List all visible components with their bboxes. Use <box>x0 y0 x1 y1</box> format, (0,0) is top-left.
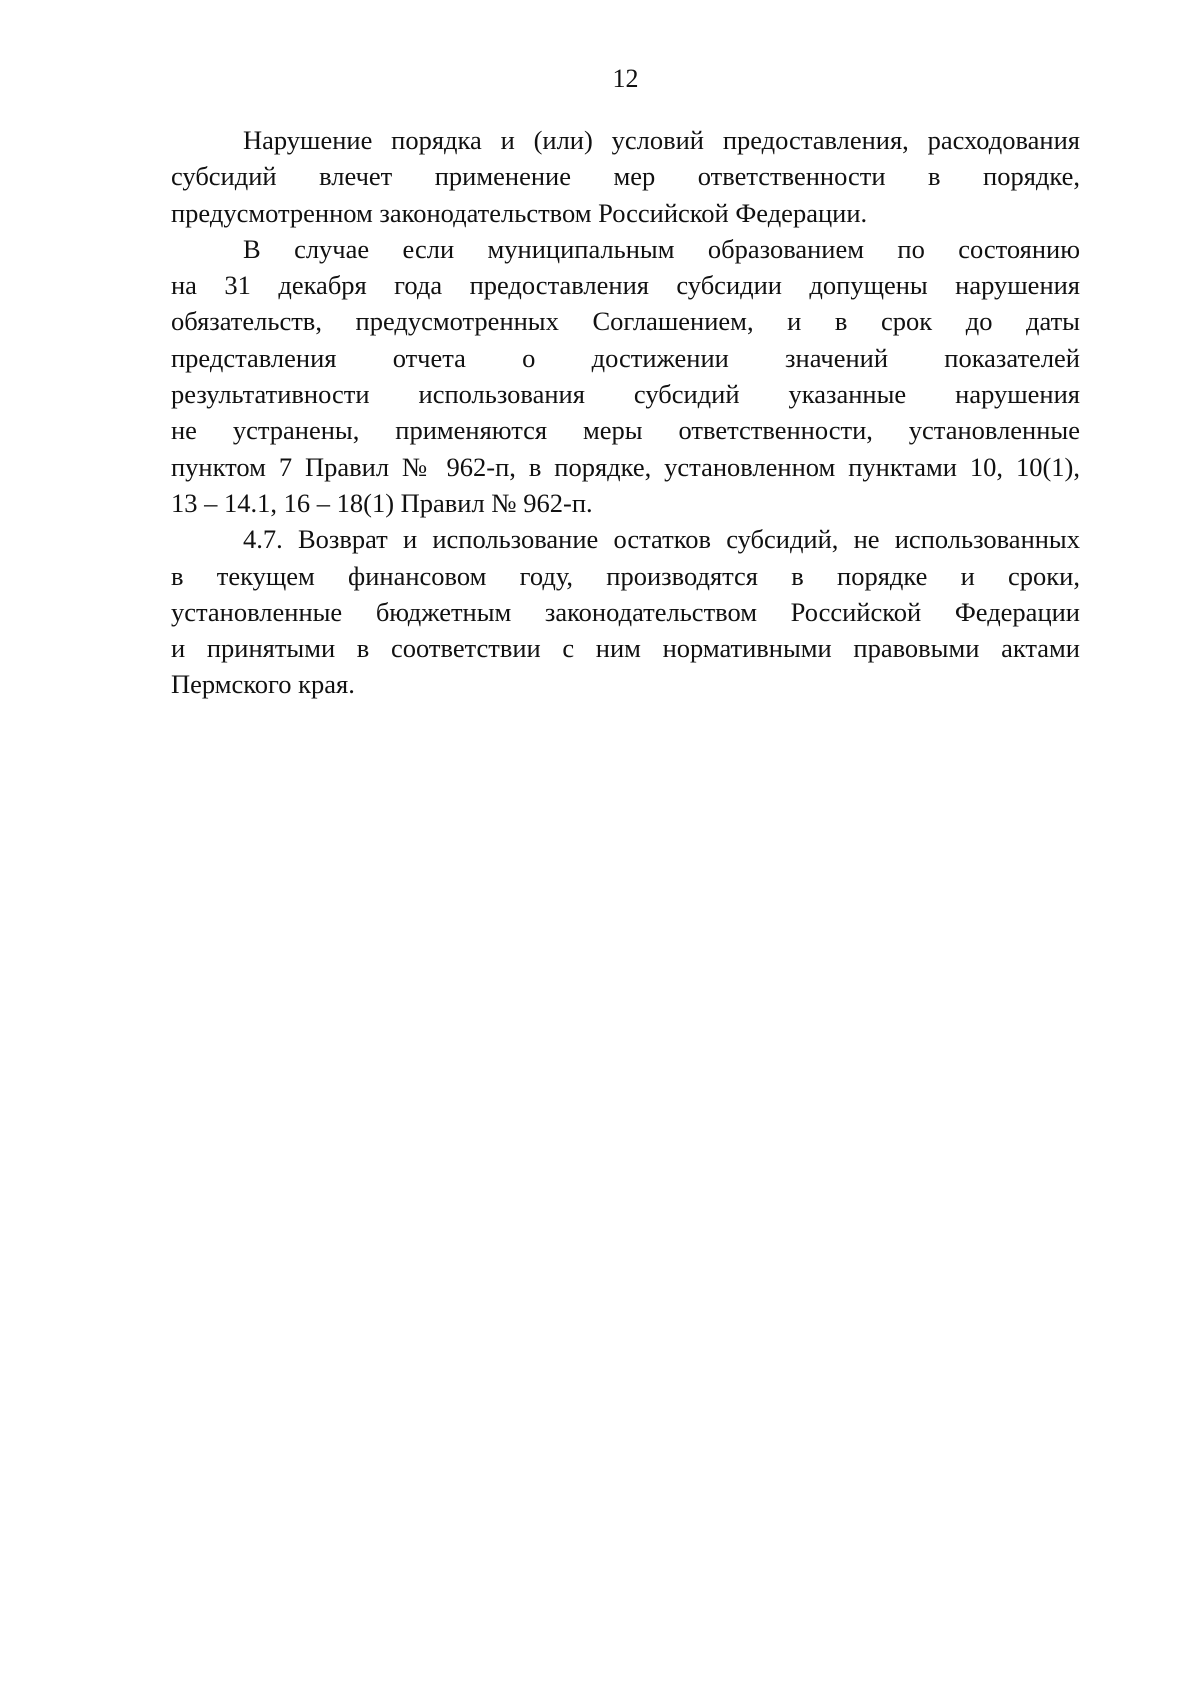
text-line: предусмотренном законодательством Российской Федерации. <box>171 197 868 228</box>
paragraph-2 <box>171 231 1080 521</box>
text-line: в текущем финансовом году, производятся в порядке и сроки, <box>171 560 1080 591</box>
text-line: установленные бюджетным законодательством Российской Федерации <box>171 596 1080 627</box>
text-line: Нарушение порядка и (или) условий предоставления, расходования <box>243 125 1080 155</box>
text-line: обязательств, предусмотренных Соглашением, и в срок до даты <box>171 306 1080 337</box>
text-line: Пермского края. <box>171 669 355 700</box>
document-body <box>171 122 1080 703</box>
text-line: и принятыми в соответствии с ним нормативными правовыми актами <box>171 633 1080 664</box>
text-line: не устранены, применяются меры ответственности, установленные <box>171 415 1080 446</box>
text-line: 4.7. Возврат и использование остатков субсидий, не использованных <box>243 524 1080 555</box>
text-line: В случае если муниципальным образованием по состоянию <box>243 233 1080 264</box>
text-line: результативности использования субсидий указанные нарушения <box>171 379 1080 410</box>
text-line: 13 – 14.1, 16 – 18(1) Правил № 962-п. <box>171 487 593 518</box>
paragraph-3 <box>171 521 1080 702</box>
text-line: на 31 декабря года предоставления субсидии допущены нарушения <box>171 270 1080 301</box>
paragraph-1 <box>171 122 1080 231</box>
text-line: представления отчета о достижении значений показателей <box>171 342 1080 373</box>
text-line: субсидий влечет применение мер ответственности в порядке, <box>171 161 1080 192</box>
text-line: пунктом 7 Правил № 962-п, в порядке, установленном пунктами 10, 10(1), <box>171 451 1080 482</box>
page-number: 12 <box>612 64 639 93</box>
